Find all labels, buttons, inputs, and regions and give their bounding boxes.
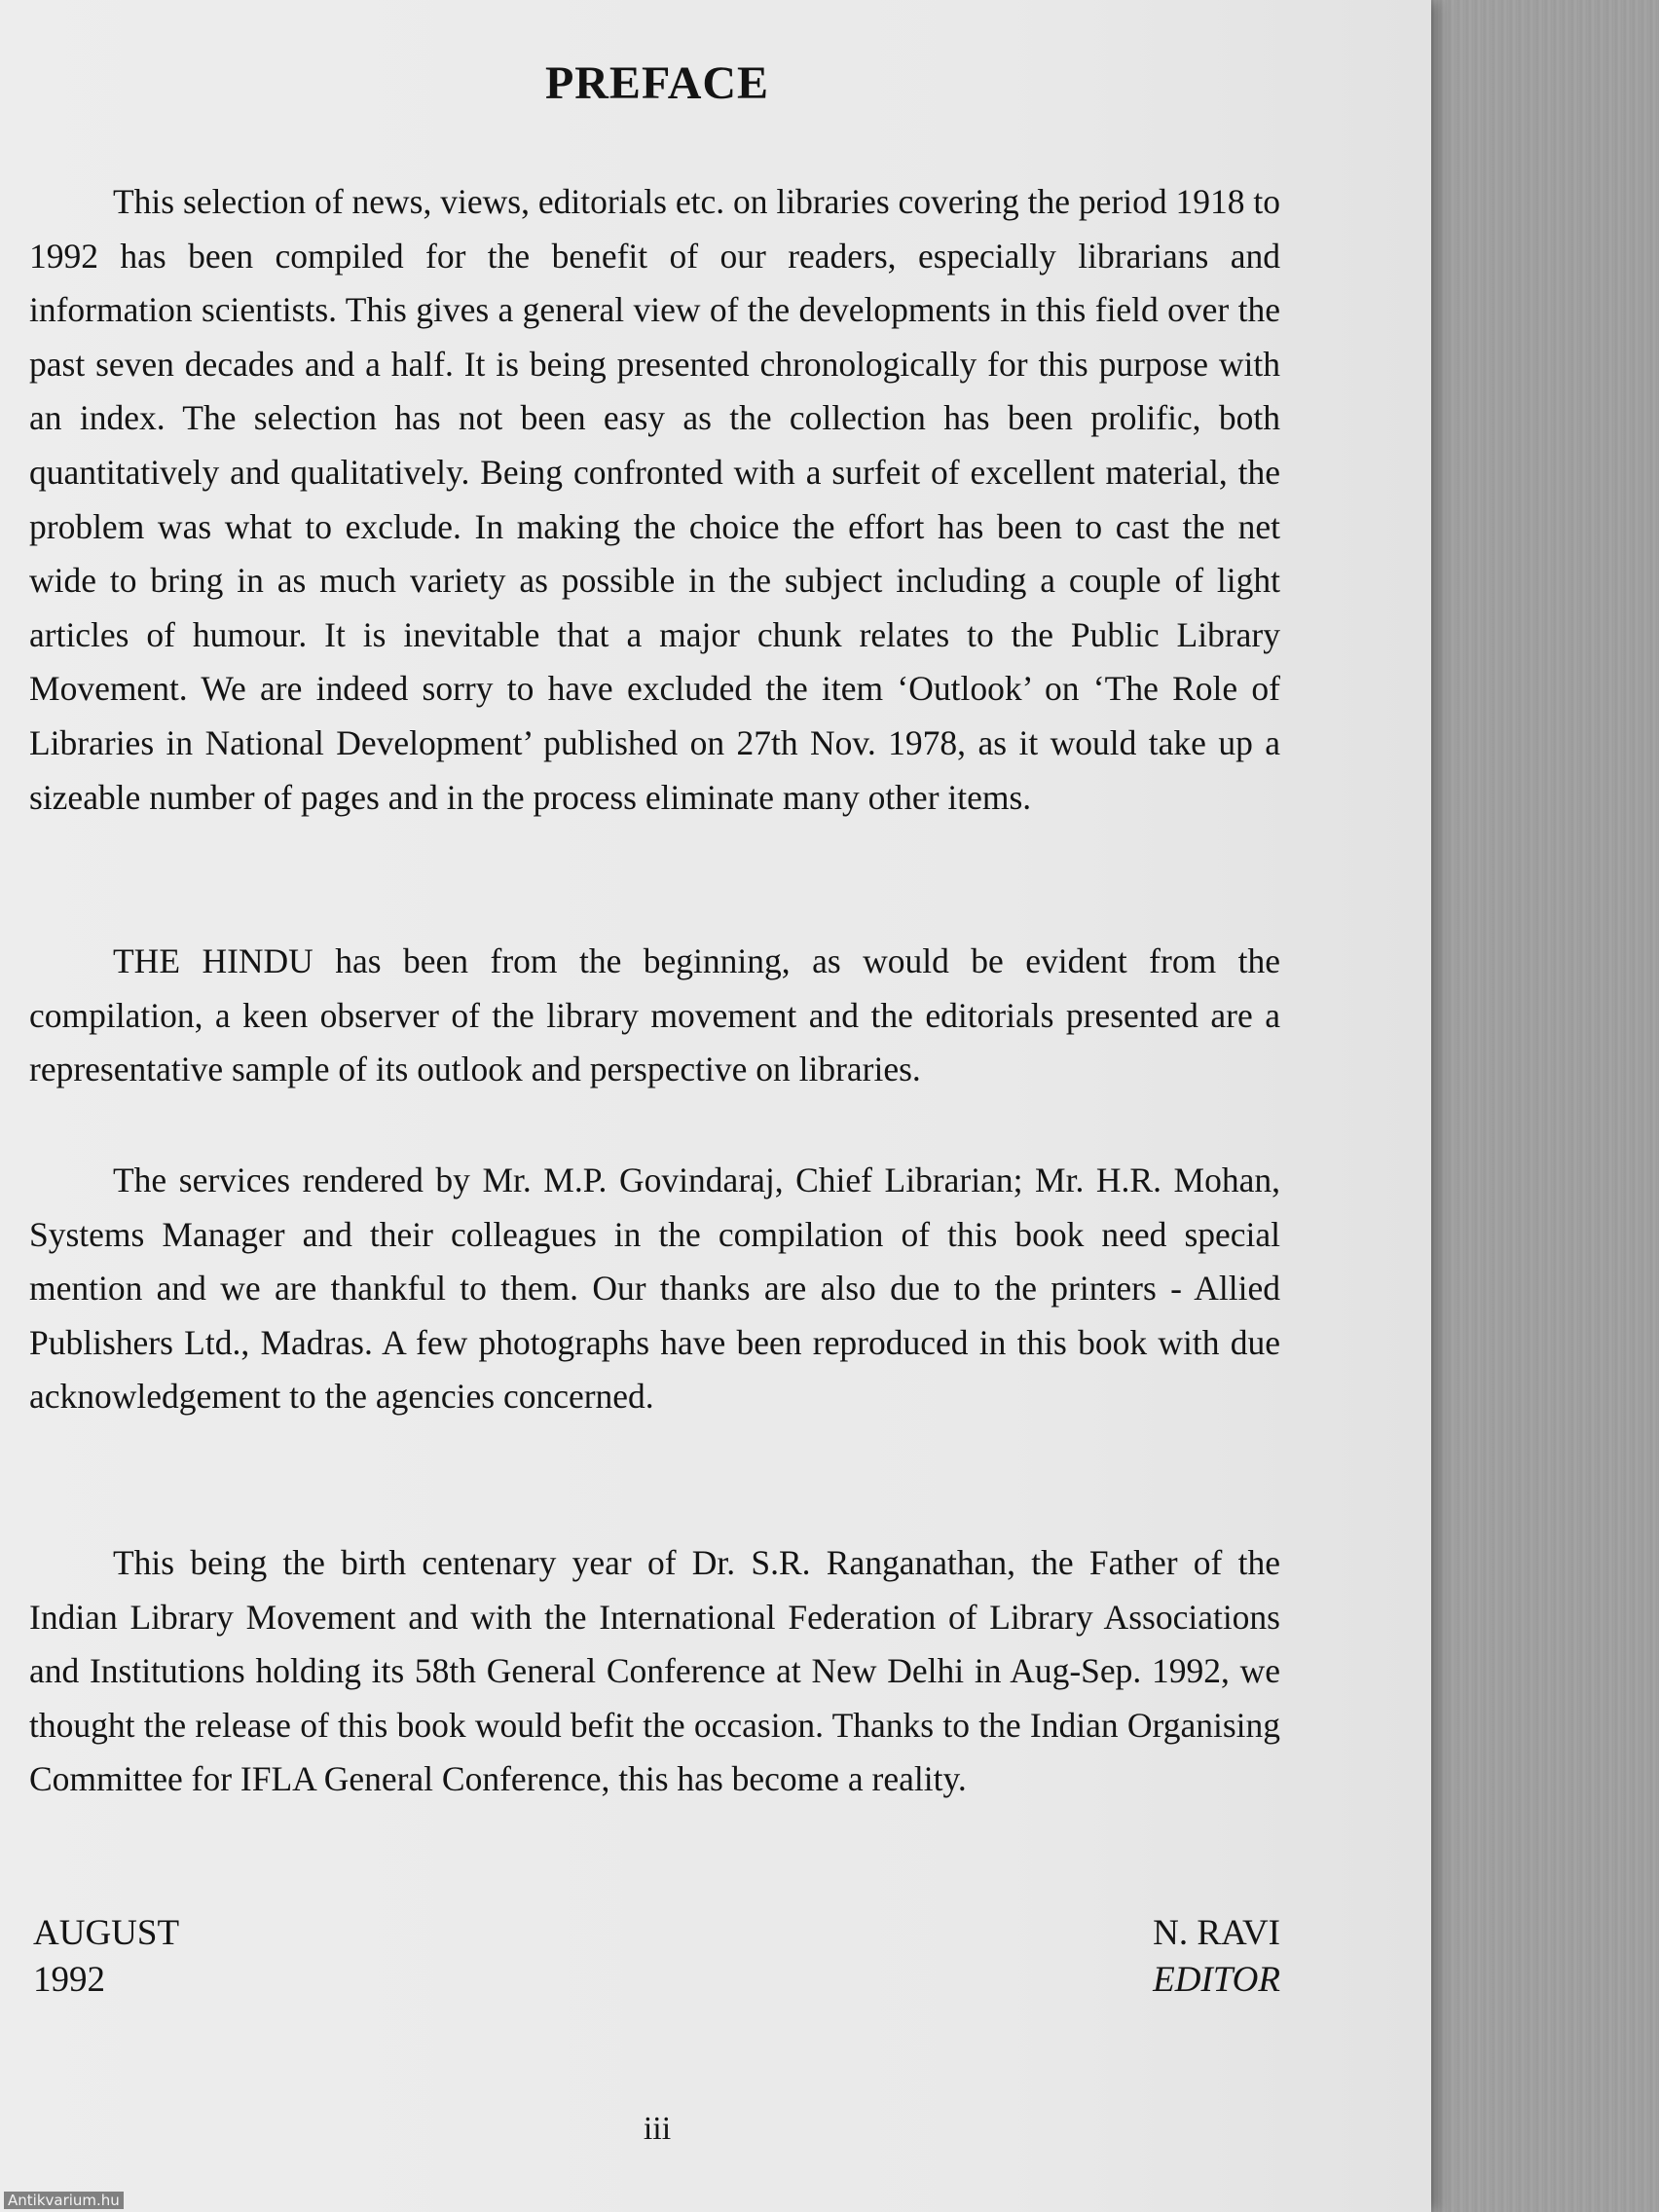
date-block	[33, 1910, 179, 2004]
watermark: Antikvarium.hu	[4, 2192, 124, 2209]
signature-role: EDITOR	[1153, 1960, 1280, 2000]
signature-block	[993, 1910, 1280, 2004]
signature-name: N. RAVI	[1153, 1913, 1280, 1953]
date-month: AUGUST	[33, 1913, 180, 1953]
page-title: PREFACE	[544, 57, 770, 109]
page-number: iii	[643, 2111, 672, 2147]
paragraph-2: THE HINDU has been from the beginning, as would be evident from the compilation, a keen observer of the library movement and the editorials presented are a representative sample of its outlook and perspective on libraries.	[29, 941, 1280, 1089]
date-year: 1992	[33, 1960, 105, 2000]
paragraph-1: This selection of news, views, editorials etc. on libraries covering the period 1918 to 1992 has been compiled for the benefit of our readers, especially librarians and information scientists. This gives a general view of the developments in this field over the past seven decades and a half. It is being presented chronologically for this purpose with an index. The selection has not been easy as the collection has been prolific, both quantitatively and qualitatively. Being confronted with a surfeit of excellent material, the problem was what to exclude. In making the choice the effort has been to cast the net wide to bring in as much variety as possible in the subject including a couple of light articles of humour. It is inevitable that a major chunk relates to the Public Library Movement. We are indeed sorry to have excluded the item ‘Outlook’ on ‘The Role of Libraries in National Development’ published on 27th Nov. 1978, as it would take up a sizeable number of pages and in the process eliminate many other items.	[29, 182, 1280, 817]
adjacent-page-edge	[1429, 0, 1659, 2212]
paragraph-3: The services rendered by Mr. M.P. Govindaraj, Chief Librarian; Mr. H.R. Mohan, Systems Manager and their colleagues in the compilation of this book need special mention and we are thankful to them. Our thanks are also due to the printers - Allied Publishers Ltd., Madras. A few photographs have been reproduced in this book with due acknowledgement to the agencies concerned.	[29, 1161, 1280, 1417]
paragraph-4: This being the birth centenary year of Dr. S.R. Ranganathan, the Father of the Indian Library Movement and with the International Federation of Library Associations and Institutions holding its 58th General Conference at New Delhi in Aug-Sep. 1992, we thought the release of this book would befit the occasion. Thanks to the Indian Organising Committee for IFLA General Conference, this has become a reality.	[29, 1543, 1280, 1799]
